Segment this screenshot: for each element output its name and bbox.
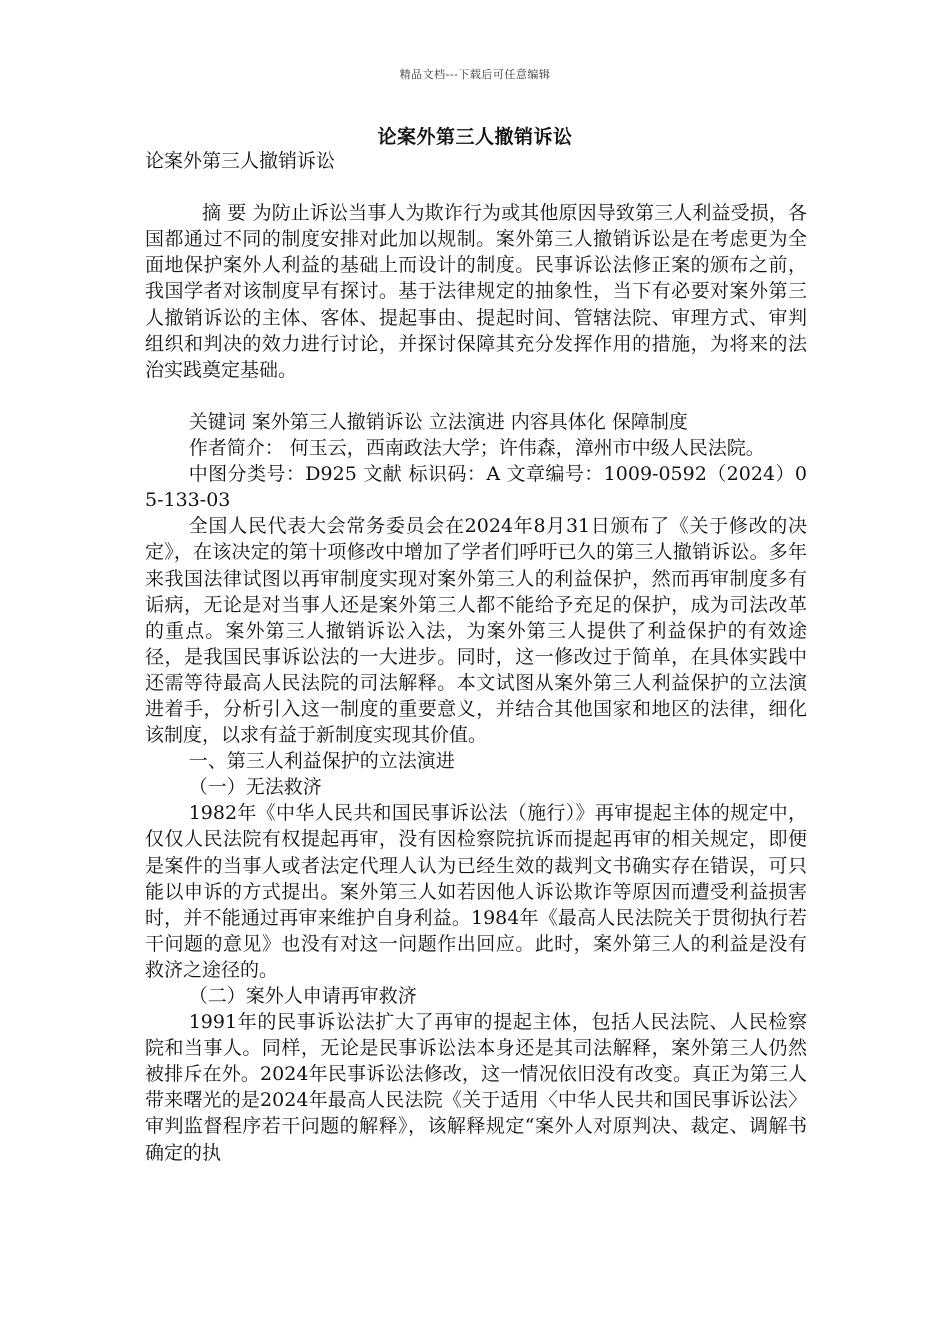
keywords-line: 关键词 案外第三人撤销诉讼 立法演进 内容具体化 保障制度 (188, 410, 688, 433)
document-body (145, 148, 807, 1166)
body-paragraph: 1982年《中华人民共和国民事诉讼法（施行）》再审提起主体的规定中，仅仅人民法院有权提起再审，没有因检察院抗诉而提起再审的相关规定，即便是案件的当事人或者法定代理人认为已经生效的裁判文书确实存在错误，可只能以申诉的方式提出。案外第三人如若因他人诉讼欺诈等原因而遭受利益损害时，并不能通过再审来维护自身利益。1984年《最高人民法院关于贯彻执行若干问题的意见》也没有对这一问题作出回应。此时，案外第三人的利益是没有救济之途径的。 (145, 802, 807, 981)
document-title: 论案外第三人撤销诉讼 (377, 126, 573, 148)
classification-line: 中图分类号：D925 文献 标识码：A 文章编号：1009-0592（2024）05-133-03 (145, 463, 807, 512)
blank-line (145, 383, 807, 409)
subsection-heading: （二）案外人申请再审救济 (188, 985, 417, 1007)
author-line: 作者简介： 何玉云，西南政法大学；许伟森，漳州市中级人民法院。 (188, 437, 765, 460)
blank-line (145, 174, 807, 200)
abstract-paragraph: 摘 要 为防止诉讼当事人为欺诈行为或其他原因导致第三人利益受损，各国都通过不同的制度安排对此加以规制。案外第三人撤销诉讼是在考虑更为全面地保护案外人利益的基础上而设计的制度。民事诉讼法修正案的颁布之前，我国学者对该制度早有探讨。基于法律规定的抽象性，当下有必要对案外第三人撤销诉讼的主体、客体、提起事由、提起时间、管辖法院、审理方式、审判组织和判决的效力进行讨论，并探讨保障其充分发挥作用的措施，为将来的法治实践奠定基础。 (145, 202, 807, 381)
subsection-heading: （一）无法救济 (188, 776, 322, 799)
section-heading: 一、第三人利益保护的立法演进 (188, 750, 455, 773)
intro-paragraph: 全国人民代表大会常务委员会在2024年8月31日颁布了《关于修改的决定》，在该决定的第十项修改中增加了学者们呼吁已久的第三人撤销诉讼。多年来我国法律试图以再审制度实现对案外第三人的利益保护，然而再审制度多有诟病，无论是对当事人还是案外第三人都不能给予充足的保护，成为司法改革的重点。案外第三人撤销诉讼入法，为案外第三人提供了利益保护的有效途径，是我国民事诉讼法的一大进步。同时，这一修改过于简单，在具体实践中还需等待最高人民法院的司法解释。本文试图从案外第三人利益保护的立法演进着手，分析引入这一制度的重要意义，并结合其他国家和地区的法律，细化该制度，以求有益于新制度实现其价值。 (145, 515, 807, 747)
subtitle: 论案外第三人撤销诉讼 (145, 150, 336, 172)
body-paragraph: 1991年的民事诉讼法扩大了再审的提起主体，包括人民法院、人民检察院和当事人。同样，无论是民事诉讼法本身还是其司法解释，案外第三人仍然被排斥在外。2024年民事诉讼法修改，这一情况依旧没有改变。真正为第三人带来曙光的是2024年最高人民法院《关于适用〈中华人民共和国民事诉讼法〉审判监督程序若干问题的解释》，该解释规定“案外人对原判决、裁定、调解书确定的执 (145, 1011, 807, 1164)
header-note: 精品文档---下载后可任意编辑 (399, 68, 551, 81)
